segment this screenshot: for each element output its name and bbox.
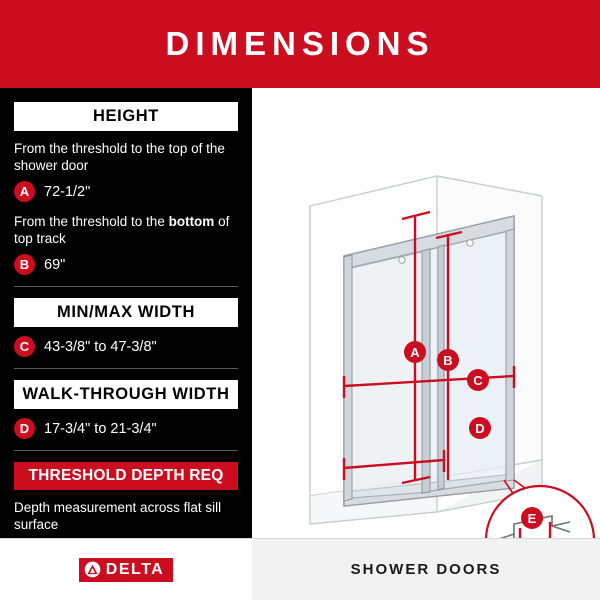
- footer-category-area: [252, 539, 600, 600]
- page-title: DIMENSIONS: [165, 25, 435, 62]
- height-description-a-text: From the threshold to the top of the shower door: [14, 141, 225, 173]
- measure-value-b: 69": [44, 256, 66, 273]
- footer-category-label: SHOWER DOORS: [350, 561, 502, 578]
- section-title-height: HEIGHT: [14, 102, 238, 131]
- specs-panel: [0, 88, 252, 538]
- divider-2: [14, 368, 238, 369]
- diagram-badge-d-label: D: [475, 421, 485, 436]
- section-title-minmax-width: MIN/MAX WIDTH: [14, 298, 238, 327]
- measure-row-c: [14, 336, 238, 357]
- diagram-badge-a-label: A: [410, 345, 420, 360]
- section-title-walkthrough-width: WALK-THROUGH WIDTH: [14, 380, 238, 409]
- shower-door-panels: [344, 216, 514, 506]
- height-description-b-prefix: From the threshold to the: [14, 214, 169, 229]
- height-description-b-bold: bottom: [168, 214, 215, 229]
- callout-badge-b: B: [14, 254, 35, 275]
- height-description-a: [14, 140, 238, 174]
- shower-door-illustration: [252, 88, 600, 538]
- header-banner: [0, 0, 600, 88]
- callout-badge-c: C: [14, 336, 35, 357]
- delta-logo: [79, 558, 173, 582]
- product-diagram: [252, 88, 600, 538]
- measure-value-c: 43-3/8" to 47-3/8": [44, 338, 157, 355]
- section-title-threshold-depth: THRESHOLD DEPTH REQ: [14, 462, 238, 490]
- height-description-b-suffix: of top track: [14, 214, 230, 246]
- measure-row-b: [14, 254, 238, 275]
- divider-3: [14, 450, 238, 451]
- diagram-badge-e-label: E: [527, 511, 537, 526]
- divider-1: [14, 286, 238, 287]
- measure-row-d: [14, 418, 238, 439]
- delta-triangle-icon: [84, 561, 101, 578]
- footer-brand-area: [0, 539, 252, 600]
- footer: [0, 538, 600, 601]
- threshold-description: Depth measurement across flat sill surface: [14, 500, 222, 532]
- height-description-b: [14, 213, 238, 247]
- measure-value-d: 17-3/4" to 21-3/4": [44, 420, 157, 437]
- diagram-badge-b-label: B: [443, 353, 453, 368]
- measure-value-a: 72-1/2": [44, 183, 91, 200]
- delta-logo-text: DELTA: [105, 560, 165, 578]
- measure-row-a: [14, 181, 238, 202]
- diagram-badge-c-label: C: [473, 373, 483, 388]
- callout-badge-d: D: [14, 418, 35, 439]
- callout-badge-a: A: [14, 181, 35, 202]
